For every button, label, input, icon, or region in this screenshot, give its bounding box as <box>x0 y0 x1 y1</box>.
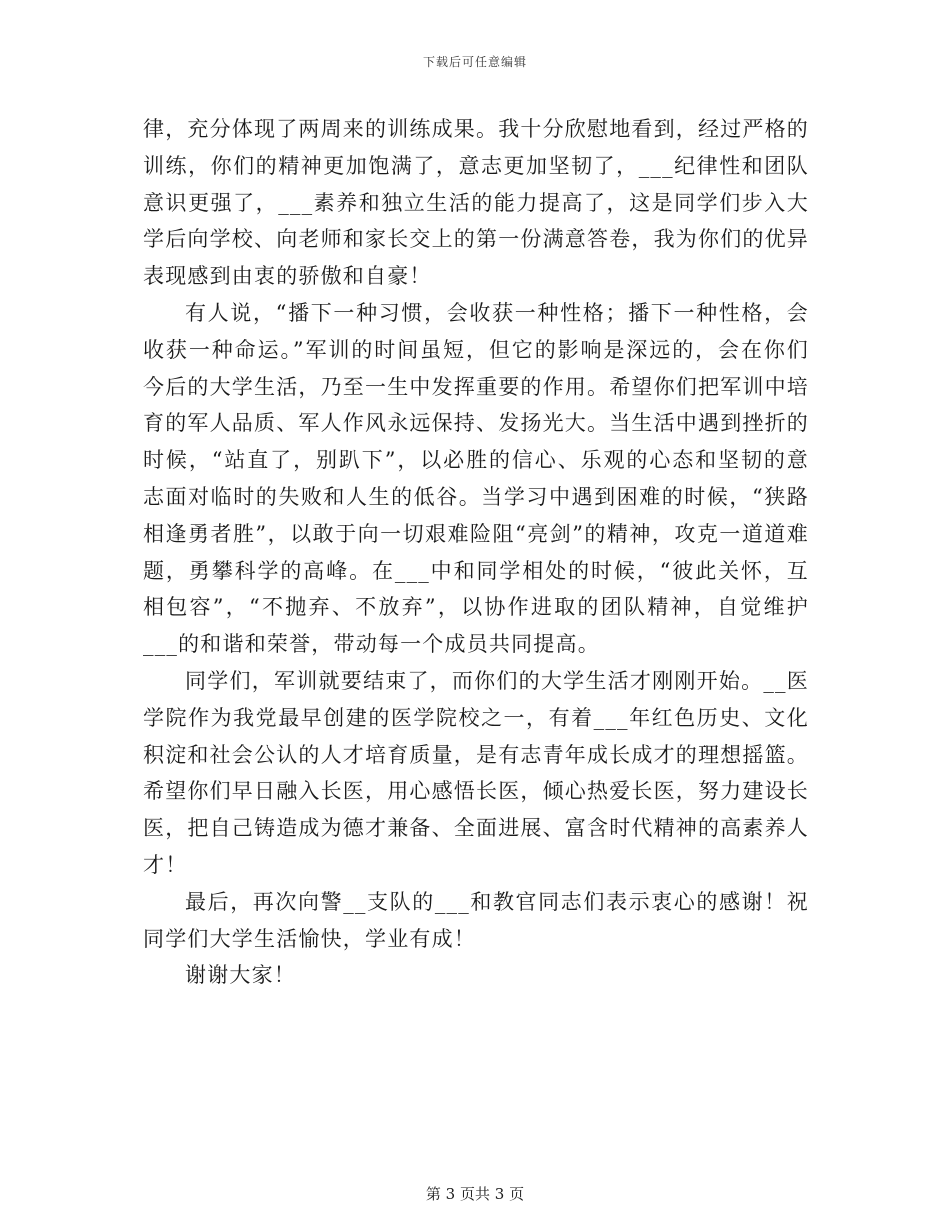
page-header-note: 下载后可任意编辑 <box>422 55 527 69</box>
paragraph-closing: 谢谢大家！ <box>185 963 296 988</box>
paragraph-4: 最后，再次向警__支队的___和教官同志们表示衷心的感谢！祝同学们大学生活愉快，学业有成！ <box>143 889 809 951</box>
page-number: 第 3 页共 3 页 <box>425 1185 525 1203</box>
paragraph-3: 同学们，军训就要结束了，而你们的大学生活才刚刚开始。__医学院作为我党最早创建的医学院校之一，有着___年红色历史、文化积淀和社会公认的人才培育质量，是有志青年成长成才的理想摇篮。希望你们早日融入长医，用心感悟长医，倾心热爱长医，努力建设长医，把自己铸造成为德才兼备、全面进展、富含时代精神的高素养人才！ <box>143 668 809 877</box>
paragraph-2: 有人说，“播下一种习惯，会收获一种性格；播下一种性格，会收获一种命运。”军训的时间虽短，但它的影响是深远的，会在你们今后的大学生活，乃至一生中发挥重要的作用。希望你们把军训中培育的军人品质、军人作风永远保持、发扬光大。当生活中遇到挫折的时候，“站直了，别趴下”，以必胜的信心、乐观的心态和坚韧的意志面对临时的失败和人生的低谷。当学习中遇到困难的时候，“狭路相逢勇者胜”，以敢于向一切艰难险阻“亮剑”的精神，攻克一道道难题，勇攀科学的高峰。在___中和同学相处的时候，“彼此关怀，互相包容”，“不抛弃、不放弃”，以协作进取的团队精神，自觉维护___的和谐和荣誉，带动每一个成员共同提高。 <box>143 300 809 657</box>
document-body <box>143 111 809 994</box>
paragraph-1-continued: 律，充分体现了两周来的训练成果。我十分欣慰地看到，经过严格的训练，你们的精神更加饱满了，意志更加坚韧了，___纪律性和团队意识更强了，___素养和独立生活的能力提高了，这是同学们步入大学后向学校、向老师和家长交上的第一份满意答卷，我为你们的优异表现感到由衷的骄傲和自豪！ <box>143 117 809 289</box>
